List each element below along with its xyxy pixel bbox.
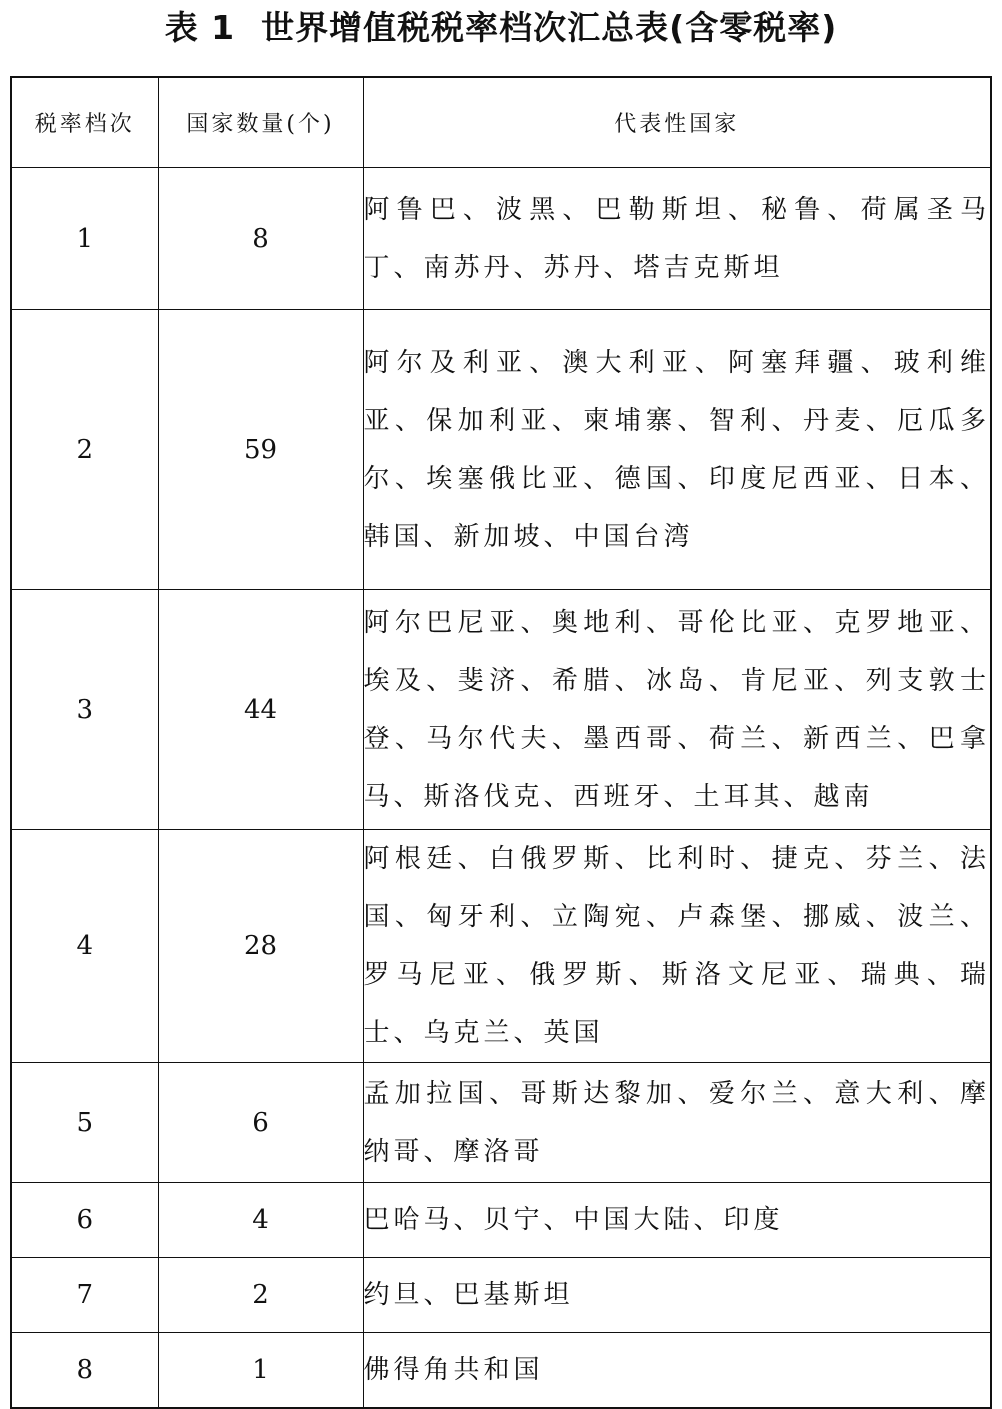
table-row [11, 310, 991, 590]
countries-cell: 阿鲁巴、波黑、巴勒斯坦、秘鲁、荷属圣马丁、南苏丹、苏丹、塔吉克斯坦 [363, 168, 991, 310]
header-count: 国家数量(个) [158, 77, 363, 168]
countries-cell: 孟加拉国、哥斯达黎加、爱尔兰、意大利、摩纳哥、摩洛哥 [363, 1063, 991, 1183]
table-title [0, 6, 1002, 50]
count-cell: 59 [158, 310, 363, 590]
header-countries: 代表性国家 [363, 77, 991, 168]
tier-cell: 3 [11, 590, 158, 830]
countries-cell: 佛得角共和国 [363, 1333, 991, 1408]
countries-cell: 约旦、巴基斯坦 [363, 1258, 991, 1333]
countries-cell: 阿尔巴尼亚、奥地利、哥伦比亚、克罗地亚、埃及、斐济、希腊、冰岛、肯尼亚、列支敦士登、马尔代夫、墨西哥、荷兰、新西兰、巴拿马、斯洛伐克、西班牙、土耳其、越南 [363, 590, 991, 830]
table-number: 表 1 [164, 8, 236, 47]
table-row [11, 830, 991, 1063]
countries-cell: 阿尔及利亚、澳大利亚、阿塞拜疆、玻利维亚、保加利亚、柬埔寨、智利、丹麦、厄瓜多尔、埃塞俄比亚、德国、印度尼西亚、日本、韩国、新加坡、中国台湾 [363, 310, 991, 590]
vat-rate-table [10, 76, 992, 1409]
table-row [11, 1063, 991, 1183]
header-row [11, 77, 991, 168]
table-row [11, 1183, 991, 1258]
count-cell: 2 [158, 1258, 363, 1333]
count-cell: 44 [158, 590, 363, 830]
countries-cell: 巴哈马、贝宁、中国大陆、印度 [363, 1183, 991, 1258]
header-tier: 税率档次 [11, 77, 158, 168]
table-title-text: 世界增值税税率档次汇总表(含零税率) [261, 8, 838, 47]
tier-cell: 8 [11, 1333, 158, 1408]
tier-cell: 1 [11, 168, 158, 310]
tier-cell: 7 [11, 1258, 158, 1333]
count-cell: 4 [158, 1183, 363, 1258]
tier-cell: 2 [11, 310, 158, 590]
table-row [11, 1258, 991, 1333]
count-cell: 1 [158, 1333, 363, 1408]
countries-cell: 阿根廷、白俄罗斯、比利时、捷克、芬兰、法国、匈牙利、立陶宛、卢森堡、挪威、波兰、罗马尼亚、俄罗斯、斯洛文尼亚、瑞典、瑞士、乌克兰、英国 [363, 830, 991, 1063]
table-row [11, 1333, 991, 1408]
tier-cell: 4 [11, 830, 158, 1063]
table-row [11, 168, 991, 310]
count-cell: 28 [158, 830, 363, 1063]
tier-cell: 5 [11, 1063, 158, 1183]
tier-cell: 6 [11, 1183, 158, 1258]
table-row [11, 590, 991, 830]
count-cell: 8 [158, 168, 363, 310]
count-cell: 6 [158, 1063, 363, 1183]
